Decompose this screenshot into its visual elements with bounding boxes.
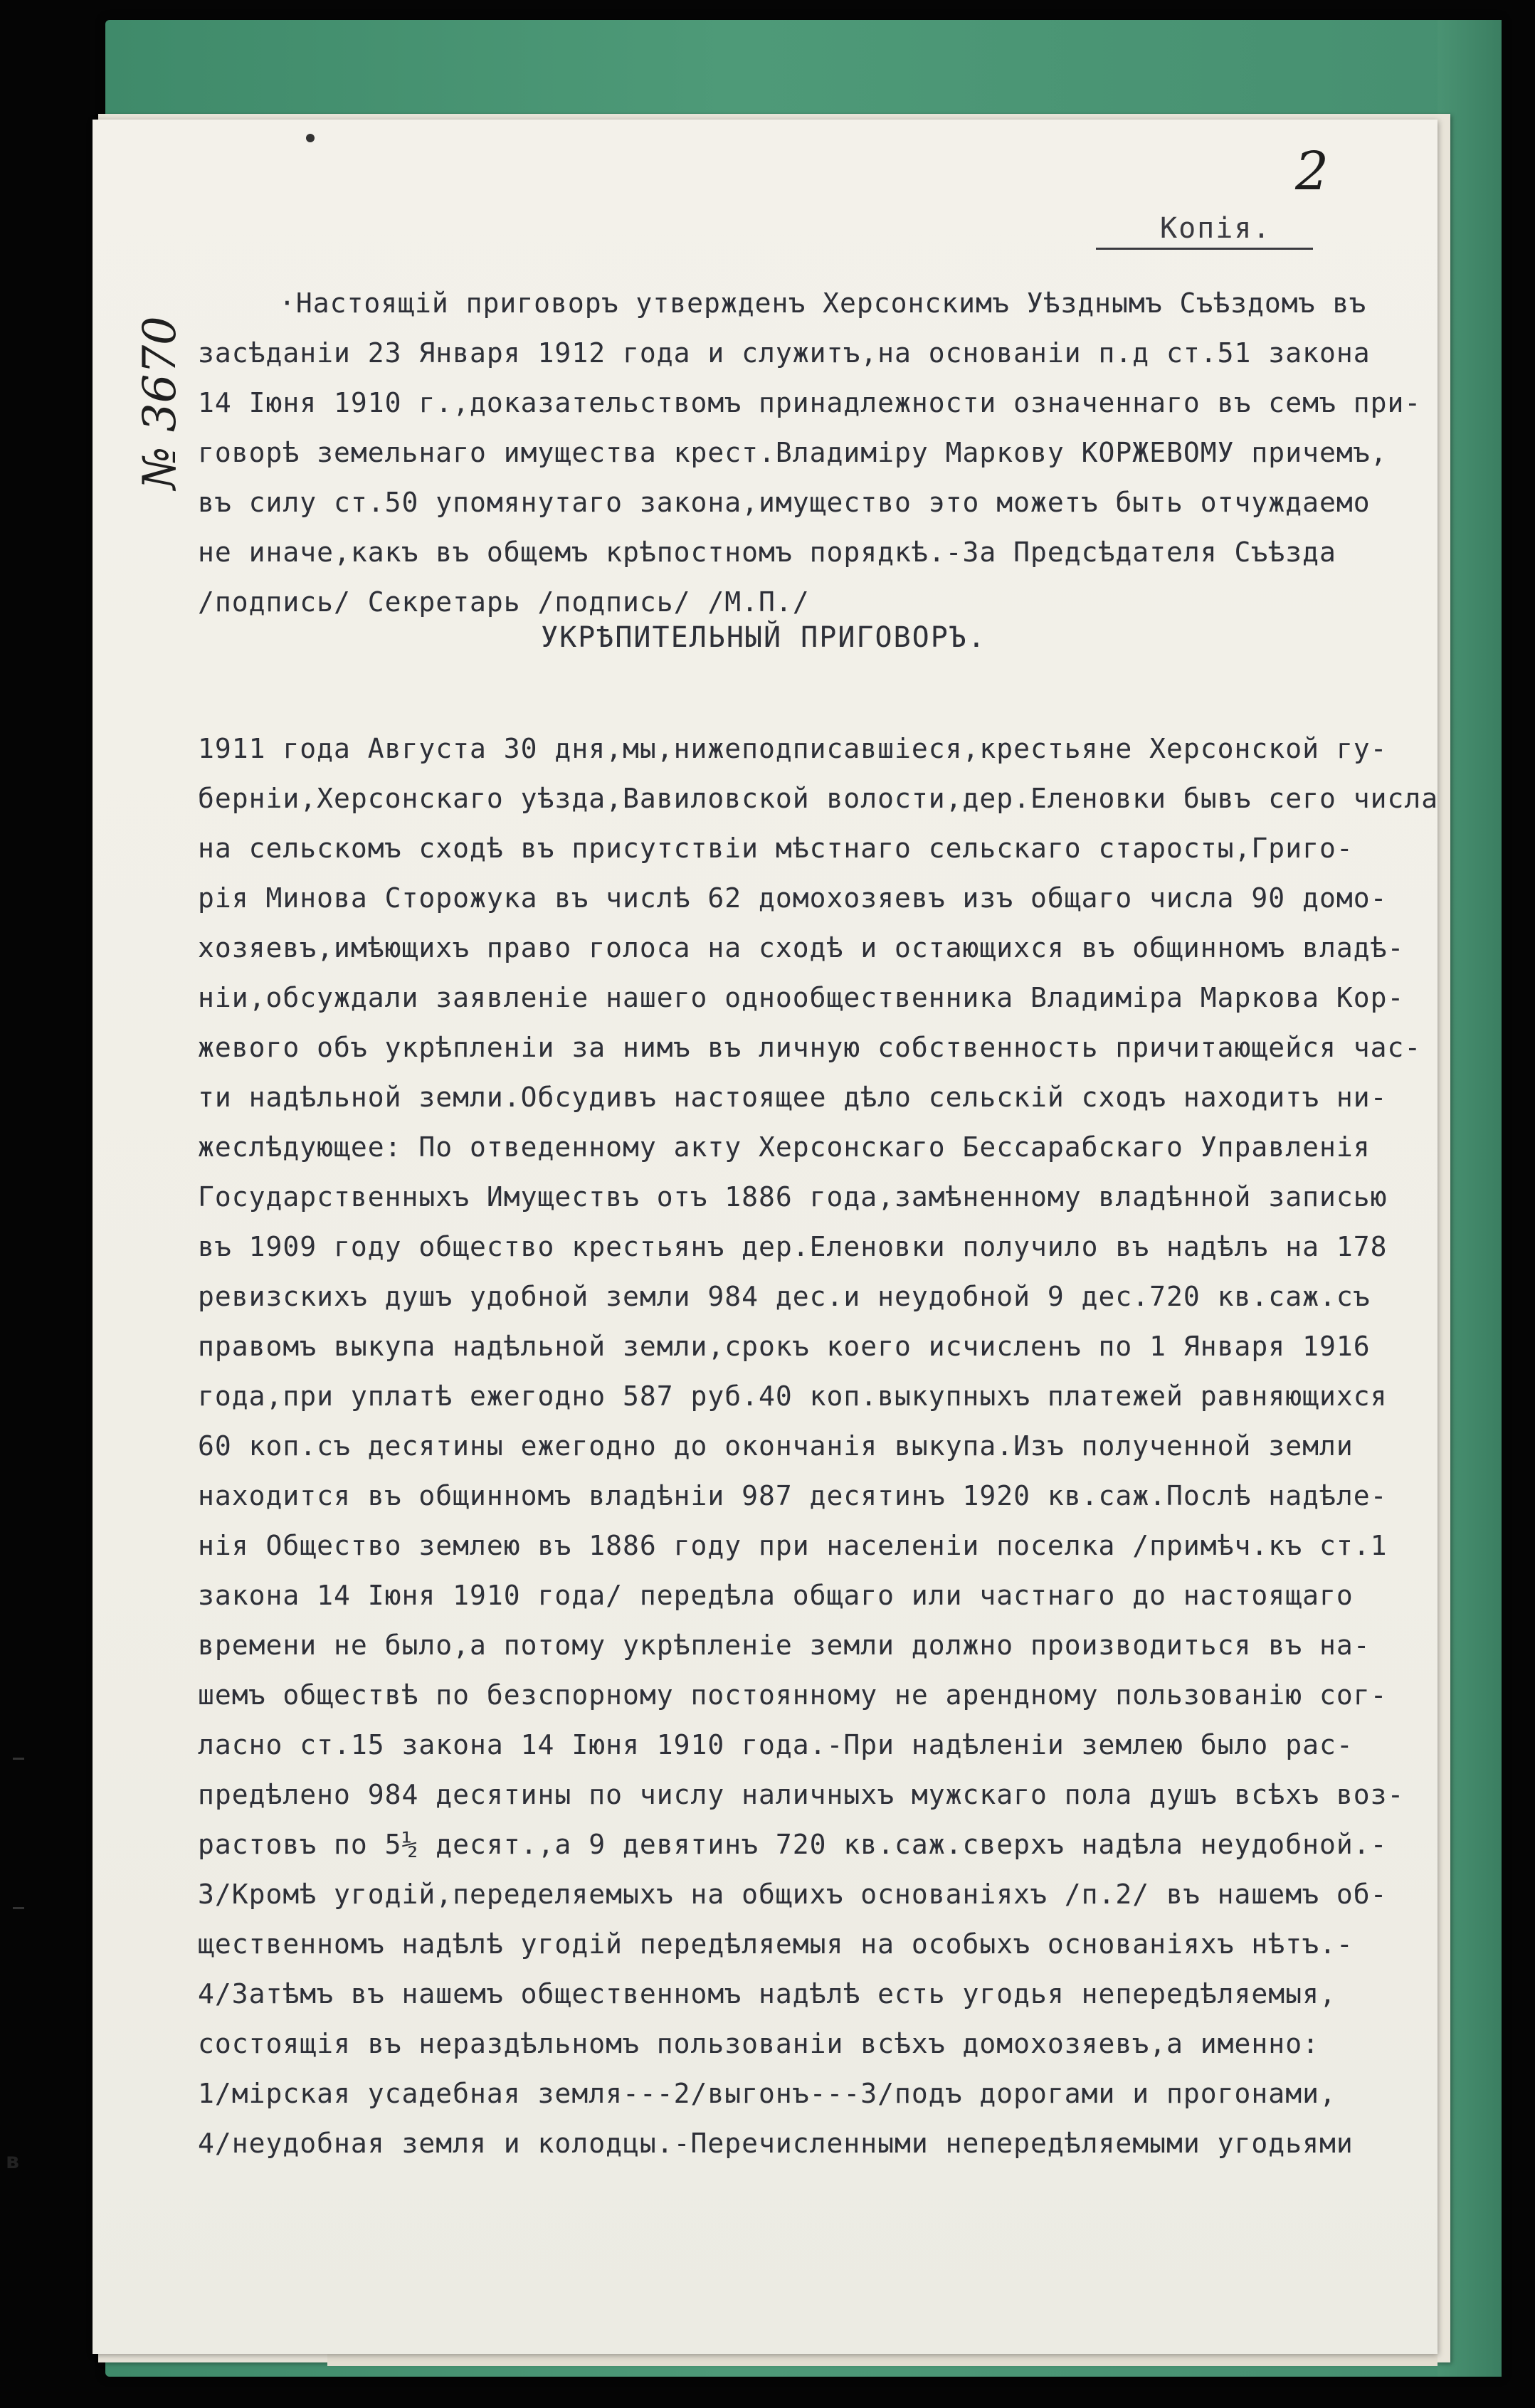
approval-line: /подпись/ Секретарь /подпись/ /М.П./ bbox=[198, 586, 810, 618]
approval-line: 14 Іюня 1910 г.,доказательствомъ принадлежности означеннаго въ семъ при- bbox=[198, 387, 1422, 418]
body-line: жеслѣдующее: По отведенному акту Херсонскаго Бессарабскаго Управленія bbox=[198, 1131, 1371, 1163]
body-line: 3/Кромѣ угодій,переделяемыхъ на общихъ основаніяхъ /п.2/ въ нашемъ об- bbox=[198, 1879, 1388, 1910]
approval-line: въ силу ст.50 упомянутаго закона,имущество это можетъ быть отчуждаемо bbox=[198, 487, 1371, 518]
body-line: закона 14 Іюня 1910 года/ передѣла общаго или частнаго до настоящаго bbox=[198, 1580, 1354, 1611]
body-line: на сельскомъ сходѣ въ присутствіи мѣстнаго сельскаго старосты,Григо- bbox=[198, 833, 1354, 864]
approval-line: ·Настоящій приговоръ утвержденъ Херсонскимъ Уѣзднымъ Съѣздомъ въ bbox=[279, 287, 1367, 319]
approval-line: засѣданіи 23 Января 1912 года и служитъ,на основаніи п.д ст.51 закона bbox=[198, 337, 1371, 369]
body-line: рія Минова Сторожука въ числѣ 62 домохозяевъ изъ общаго числа 90 домо- bbox=[198, 882, 1388, 914]
document-page bbox=[93, 120, 1438, 2354]
approval-line: говорѣ земельнаго имущества крест.Владиміру Маркову КОРЖЕВОМУ причемъ, bbox=[198, 437, 1388, 468]
body-line: берніи,Херсонскаго уѣзда,Вавиловской волости,дер.Еленовки бывъ сего числа bbox=[198, 783, 1439, 814]
body-line: щественномъ надѣлѣ угодій передѣляемыя на особыхъ основаніяхъ нѣтъ.- bbox=[198, 1928, 1354, 1960]
copy-heading-underline bbox=[1096, 248, 1313, 250]
approval-line: не иначе,какъ въ общемъ крѣпостномъ порядкѣ.-За Предсѣдателя Съѣзда bbox=[198, 537, 1336, 568]
body-line: времени не было,а потому укрѣпленіе земли должно производиться въ на- bbox=[198, 1630, 1371, 1661]
margin-letter: в bbox=[6, 2149, 19, 2174]
body-line: предѣлено 984 десятины по числу наличныхъ мужскаго пола душъ всѣхъ воз- bbox=[198, 1779, 1405, 1810]
body-line: ласно ст.15 закона 14 Іюня 1910 года.-При надѣленіи землею было рас- bbox=[198, 1729, 1354, 1760]
body-line: въ 1909 году общество крестьянъ дер.Еленовки получило въ надѣлъ на 178 bbox=[198, 1231, 1388, 1262]
document-heading: УКРѢПИТЕЛЬНЫЙ ПРИГОВОРЪ. bbox=[541, 621, 986, 654]
body-line: хозяевъ,имѣющихъ право голоса на сходѣ и остающихся въ общинномъ владѣ- bbox=[198, 932, 1405, 963]
body-line: растовъ по 5½ десят.,а 9 девятинъ 720 кв.саж.сверхъ надѣла неудобной.- bbox=[198, 1829, 1388, 1860]
page-number: 2 bbox=[1295, 141, 1329, 202]
body-line: 4/Затѣмъ въ нашемъ общественномъ надѣлѣ есть угодья непередѣляемыя, bbox=[198, 1978, 1336, 2010]
body-line: правомъ выкупа надѣльной земли,срокъ коего исчисленъ по 1 Января 1916 bbox=[198, 1331, 1371, 1362]
body-line: ніи,обсуждали заявленіе нашего однообщественника Владиміра Маркова Кор- bbox=[198, 982, 1405, 1013]
body-line: находится въ общинномъ владѣніи 987 десятинъ 1920 кв.саж.Послѣ надѣле- bbox=[198, 1480, 1388, 1511]
body-line: 60 коп.съ десятины ежегодно до окончанія выкупа.Изъ полученной земли bbox=[198, 1430, 1354, 1462]
body-line: шемъ обществѣ по безспорному постоянному не арендному пользованію сог- bbox=[198, 1679, 1388, 1711]
body-line: 1911 года Августа 30 дня,мы,нижеподписавшіеся,крестьяне Херсонской гу- bbox=[198, 733, 1388, 764]
body-line: ревизскихъ душъ удобной земли 984 дес.и неудобной 9 дес.720 кв.саж.съ bbox=[198, 1281, 1371, 1312]
body-line: нія Общество землею въ 1886 году при населеніи поселка /примѣч.къ ст.1 bbox=[198, 1530, 1388, 1561]
margin-tick bbox=[13, 1907, 24, 1909]
body-line: года,при уплатѣ ежегодно 587 руб.40 коп.выкупныхъ платежей равняющихся bbox=[198, 1380, 1388, 1412]
body-line: состоящія въ нераздѣльномъ пользованіи всѣхъ домохозяевъ,а именно: bbox=[198, 2028, 1319, 2059]
ink-dot bbox=[306, 134, 315, 142]
body-line: ти надѣльной земли.Обсудивъ настоящее дѣло сельскій сходъ находитъ ни- bbox=[198, 1082, 1388, 1113]
margin-tick bbox=[13, 1758, 24, 1760]
copy-heading: Копія. bbox=[1160, 212, 1272, 245]
body-line: Государственныхъ Имуществъ отъ 1886 года,замѣненному владѣнной записью bbox=[198, 1181, 1388, 1213]
archive-number-stamp: № 3670 bbox=[134, 316, 186, 490]
body-line: 4/неудобная земля и колодцы.-Перечисленными непередѣляемыми угодьями bbox=[198, 2128, 1354, 2159]
body-line: 1/мірская усадебная земля---2/выгонъ---3/подъ дорогами и прогонами, bbox=[198, 2078, 1336, 2109]
body-line: жевого объ укрѣпленіи за нимъ въ личную собственность причитающейся час- bbox=[198, 1032, 1422, 1063]
